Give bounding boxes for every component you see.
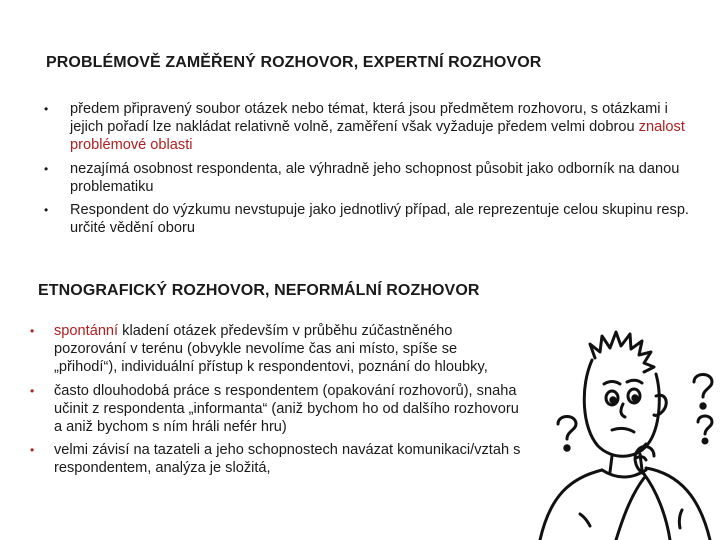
list-item-text: často dlouhodobá práce s respondentem (opakování rozhovorů), snaha učinit z respondenta „informanta“ (aniž bychom ho od dalšího rozhovoru a aniž bychom s ním hráli nefér hru) <box>54 382 519 436</box>
section1-bullet-list <box>44 100 690 242</box>
list-item-text: velmi závisí na tazateli a jeho schopnostech navázat komunikaci/vztah s respondentem, analýza je složitá, <box>54 442 521 477</box>
bullet-icon: • <box>44 102 49 116</box>
list-item <box>44 160 690 196</box>
list-item-text: kladení otázek především v průběhu zúčastněného pozorování v terénu (obvykle nevolíme čas ani místo, spíše se „přihodí“), individuální přístup k respondentovi, poznání do hloubky, <box>54 323 488 376</box>
list-item-text: předem připravený soubor otázek nebo témat, která jsou předmětem rozhovoru, s otázkami i jejich pořadí lze nakládat relativně volně, zaměření však vyžaduje předem velmi dobrou <box>70 101 668 136</box>
section2-title: ETNOGRAFICKÝ ROZHOVOR, NEFORMÁLNÍ ROZHOVOR <box>38 282 480 299</box>
list-item <box>44 100 690 155</box>
list-item-text: nezajímá osobnost respondenta, ale výhradně jeho schopnost působit jako odborník na danou problematiku <box>70 160 680 195</box>
list-item-text: Respondent do výzkumu nevstupuje jako jednotlivý případ, ale reprezentuje celou skupinu resp. určité vědění oboru <box>70 202 689 237</box>
list-item <box>30 382 524 437</box>
bullet-icon: • <box>30 324 35 338</box>
bullet-icon: • <box>30 383 35 398</box>
section1-title: PROBLÉMOVĚ ZAMĚŘENÝ ROZHOVOR, EXPERTNÍ ROZHOVOR <box>46 54 542 71</box>
bullet-icon: • <box>44 203 49 218</box>
bullet-icon: • <box>44 161 49 176</box>
list-item <box>30 441 524 477</box>
list-item <box>30 322 524 377</box>
section2-bullet-list <box>30 322 524 483</box>
highlight-text: spontánní <box>54 323 119 339</box>
bullet-icon: • <box>30 443 35 458</box>
thinking-man-illustration <box>520 318 720 540</box>
highlight-text: znalost problémové oblasti <box>70 119 685 154</box>
list-item <box>44 201 690 237</box>
